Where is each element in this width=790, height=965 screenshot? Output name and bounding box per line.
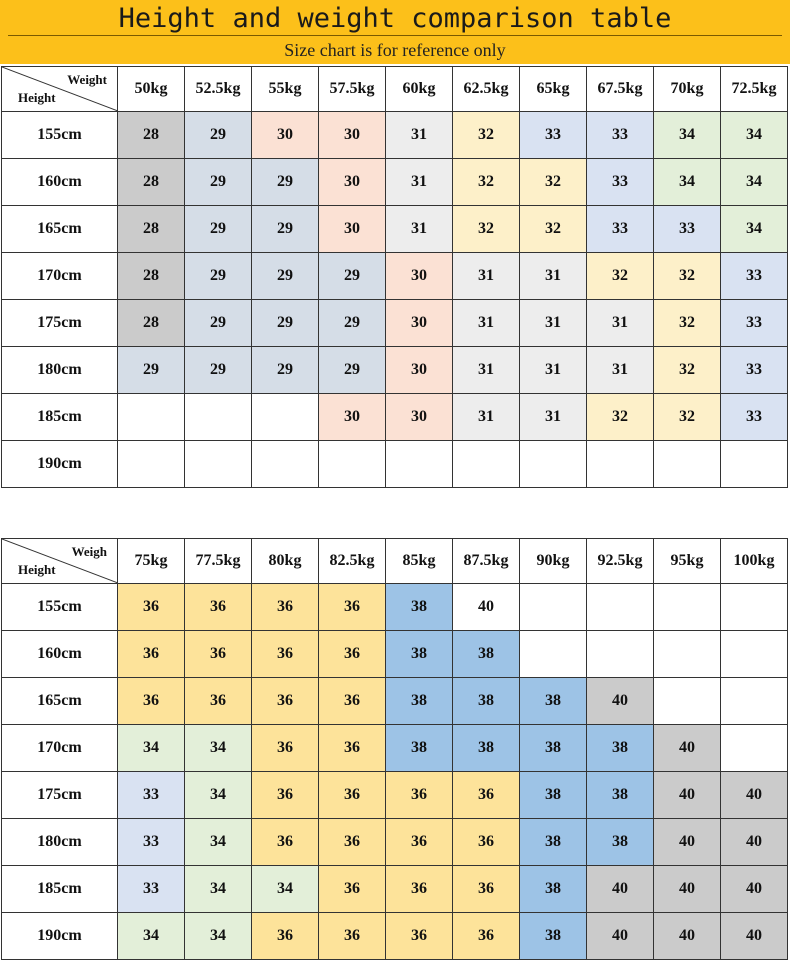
- size-cell: 36: [252, 772, 319, 819]
- size-cell: 36: [319, 678, 386, 725]
- size-cell: 31: [520, 253, 587, 300]
- size-cell: 40: [587, 866, 654, 913]
- size-cell: 30: [386, 394, 453, 441]
- size-cell: 36: [319, 631, 386, 678]
- size-cell: 36: [118, 631, 185, 678]
- weight-axis-label: Weight: [67, 72, 107, 87]
- size-cell: 36: [252, 631, 319, 678]
- table-row: [2, 678, 788, 725]
- size-cell: 34: [721, 159, 788, 206]
- size-cell: 36: [185, 631, 252, 678]
- size-cell: [587, 441, 654, 488]
- size-cell: 40: [721, 772, 788, 819]
- header-row: [2, 67, 788, 112]
- size-cell: 38: [587, 725, 654, 772]
- size-cell: 33: [587, 206, 654, 253]
- size-cell: 36: [319, 819, 386, 866]
- table-row: [2, 394, 788, 441]
- size-cell: [252, 441, 319, 488]
- header-row: [2, 539, 788, 584]
- size-table-2: [1, 538, 788, 960]
- size-cell: [654, 441, 721, 488]
- size-cell: 28: [118, 159, 185, 206]
- height-row-label: 165cm: [2, 206, 118, 253]
- size-cell: 38: [520, 725, 587, 772]
- height-row-label: 175cm: [2, 300, 118, 347]
- size-cell: 36: [185, 584, 252, 631]
- size-cell: [654, 678, 721, 725]
- size-cell: 38: [386, 584, 453, 631]
- size-cell: 36: [453, 866, 520, 913]
- size-cell: 29: [185, 112, 252, 159]
- size-cell: 32: [654, 253, 721, 300]
- size-cell: 36: [252, 584, 319, 631]
- height-row-label: 155cm: [2, 112, 118, 159]
- weight-column-header: 67.5kg: [587, 67, 654, 112]
- size-cell: 31: [386, 159, 453, 206]
- size-cell: [118, 441, 185, 488]
- weight-axis-label: Weigh: [71, 544, 107, 559]
- title-banner: [0, 0, 790, 64]
- size-cell: 40: [721, 819, 788, 866]
- size-cell: 38: [520, 866, 587, 913]
- size-cell: 40: [654, 772, 721, 819]
- size-cell: [520, 631, 587, 678]
- size-cell: 34: [118, 725, 185, 772]
- table-row: [2, 347, 788, 394]
- size-cell: 31: [386, 206, 453, 253]
- table-row: [2, 772, 788, 819]
- size-cell: [654, 584, 721, 631]
- size-table-1: [1, 66, 788, 488]
- size-cell: 33: [721, 253, 788, 300]
- size-cell: [587, 584, 654, 631]
- size-cell: 32: [453, 206, 520, 253]
- size-cell: [654, 631, 721, 678]
- size-cell: 40: [654, 866, 721, 913]
- size-cell: 36: [252, 913, 319, 960]
- size-cell: [721, 725, 788, 772]
- table-row: [2, 584, 788, 631]
- height-row-label: 190cm: [2, 913, 118, 960]
- size-cell: [721, 441, 788, 488]
- size-cell: [721, 678, 788, 725]
- size-cell: 36: [319, 584, 386, 631]
- size-cell: [587, 631, 654, 678]
- size-cell: [118, 394, 185, 441]
- size-cell: 32: [587, 394, 654, 441]
- size-cell: 32: [654, 300, 721, 347]
- size-cell: 34: [185, 772, 252, 819]
- size-cell: 34: [654, 159, 721, 206]
- weight-column-header: 80kg: [252, 539, 319, 584]
- size-cell: 40: [654, 913, 721, 960]
- size-cell: 36: [319, 913, 386, 960]
- weight-column-header: 62.5kg: [453, 67, 520, 112]
- size-cell: 34: [654, 112, 721, 159]
- weight-column-header: 95kg: [654, 539, 721, 584]
- size-cell: 29: [185, 347, 252, 394]
- size-cell: 38: [453, 631, 520, 678]
- size-cell: 34: [185, 866, 252, 913]
- size-cell: 31: [386, 112, 453, 159]
- size-cell: 36: [319, 772, 386, 819]
- size-cell: 29: [185, 253, 252, 300]
- size-cell: 32: [453, 159, 520, 206]
- size-cell: 38: [587, 819, 654, 866]
- weight-column-header: 100kg: [721, 539, 788, 584]
- table-row: [2, 725, 788, 772]
- size-cell: 33: [587, 112, 654, 159]
- size-cell: 28: [118, 112, 185, 159]
- size-cell: 31: [587, 347, 654, 394]
- height-row-label: 180cm: [2, 347, 118, 394]
- height-row-label: 165cm: [2, 678, 118, 725]
- weight-column-header: 77.5kg: [185, 539, 252, 584]
- size-cell: 33: [654, 206, 721, 253]
- size-cell: 31: [587, 300, 654, 347]
- size-cell: 36: [118, 678, 185, 725]
- size-cell: 33: [118, 866, 185, 913]
- size-cell: 36: [386, 819, 453, 866]
- size-cell: 31: [520, 300, 587, 347]
- size-cell: 40: [654, 725, 721, 772]
- size-cell: 36: [386, 913, 453, 960]
- size-cell: 30: [386, 253, 453, 300]
- height-row-label: 185cm: [2, 394, 118, 441]
- size-cell: 36: [185, 678, 252, 725]
- page-subtitle: Size chart is for reference only: [284, 40, 506, 60]
- size-cell: 36: [453, 913, 520, 960]
- weight-column-header: 90kg: [520, 539, 587, 584]
- size-cell: 31: [520, 394, 587, 441]
- size-cell: 30: [386, 300, 453, 347]
- page-title: Height and weight comparison table: [118, 3, 672, 34]
- size-cell: 38: [520, 772, 587, 819]
- size-cell: 28: [118, 300, 185, 347]
- weight-column-header: 50kg: [118, 67, 185, 112]
- weight-column-header: 82.5kg: [319, 539, 386, 584]
- size-cell: 32: [654, 394, 721, 441]
- weight-column-header: 57.5kg: [319, 67, 386, 112]
- size-cell: 33: [587, 159, 654, 206]
- table-row: [2, 206, 788, 253]
- size-cell: 29: [319, 347, 386, 394]
- table-row: [2, 913, 788, 960]
- size-cell: 34: [721, 112, 788, 159]
- height-row-label: 170cm: [2, 253, 118, 300]
- size-cell: 29: [185, 300, 252, 347]
- table-row: [2, 112, 788, 159]
- size-cell: [453, 441, 520, 488]
- weight-column-header: 60kg: [386, 67, 453, 112]
- size-cell: 36: [386, 866, 453, 913]
- size-cell: 31: [453, 300, 520, 347]
- size-cell: [721, 631, 788, 678]
- size-cell: 33: [721, 394, 788, 441]
- size-cell: 36: [386, 772, 453, 819]
- height-row-label: 180cm: [2, 819, 118, 866]
- table-row: [2, 300, 788, 347]
- table-row: [2, 253, 788, 300]
- size-cell: 36: [252, 725, 319, 772]
- weight-column-header: 85kg: [386, 539, 453, 584]
- size-cell: 30: [319, 206, 386, 253]
- height-row-label: 155cm: [2, 584, 118, 631]
- weight-column-header: 65kg: [520, 67, 587, 112]
- size-cell: 30: [319, 112, 386, 159]
- size-cell: 33: [721, 347, 788, 394]
- size-cell: 32: [520, 159, 587, 206]
- size-cell: [185, 441, 252, 488]
- height-row-label: 160cm: [2, 631, 118, 678]
- size-cell: 34: [185, 913, 252, 960]
- table-row: [2, 441, 788, 488]
- size-cell: 30: [319, 394, 386, 441]
- size-cell: 36: [453, 772, 520, 819]
- weight-column-header: 70kg: [654, 67, 721, 112]
- size-cell: [319, 441, 386, 488]
- weight-column-header: 72.5kg: [721, 67, 788, 112]
- size-cell: 29: [252, 300, 319, 347]
- size-cell: 28: [118, 253, 185, 300]
- height-row-label: 160cm: [2, 159, 118, 206]
- height-row-label: 190cm: [2, 441, 118, 488]
- size-cell: 29: [252, 206, 319, 253]
- weight-column-header: 52.5kg: [185, 67, 252, 112]
- size-cell: 34: [185, 819, 252, 866]
- size-cell: 38: [453, 678, 520, 725]
- size-cell: 40: [587, 678, 654, 725]
- height-row-label: 185cm: [2, 866, 118, 913]
- height-axis-label: Height: [18, 562, 56, 577]
- size-cell: 32: [453, 112, 520, 159]
- size-cell: 29: [252, 253, 319, 300]
- size-cell: 38: [453, 725, 520, 772]
- height-row-label: 170cm: [2, 725, 118, 772]
- size-cell: 36: [319, 866, 386, 913]
- size-cell: 38: [386, 678, 453, 725]
- size-cell: 29: [252, 159, 319, 206]
- table-row: [2, 159, 788, 206]
- size-cell: 36: [118, 584, 185, 631]
- size-cell: 36: [252, 819, 319, 866]
- weight-column-header: 87.5kg: [453, 539, 520, 584]
- weight-column-header: 75kg: [118, 539, 185, 584]
- size-cell: 29: [252, 347, 319, 394]
- table-row: [2, 819, 788, 866]
- size-cell: 31: [453, 253, 520, 300]
- size-cell: 29: [319, 253, 386, 300]
- size-cell: 34: [721, 206, 788, 253]
- size-cell: 40: [587, 913, 654, 960]
- size-cell: 38: [520, 913, 587, 960]
- weight-column-header: 92.5kg: [587, 539, 654, 584]
- size-cell: 29: [185, 206, 252, 253]
- size-cell: 40: [654, 819, 721, 866]
- size-cell: 29: [118, 347, 185, 394]
- size-cell: 32: [654, 347, 721, 394]
- size-cell: [252, 394, 319, 441]
- size-cell: 30: [386, 347, 453, 394]
- size-cell: 30: [252, 112, 319, 159]
- height-row-label: 175cm: [2, 772, 118, 819]
- size-cell: 40: [721, 866, 788, 913]
- size-cell: 33: [520, 112, 587, 159]
- size-cell: 38: [520, 819, 587, 866]
- size-cell: 34: [118, 913, 185, 960]
- size-cell: 40: [453, 584, 520, 631]
- corner-cell: [2, 539, 118, 584]
- size-cell: 34: [252, 866, 319, 913]
- size-cell: 34: [185, 725, 252, 772]
- size-cell: [721, 584, 788, 631]
- weight-column-header: 55kg: [252, 67, 319, 112]
- size-cell: [185, 394, 252, 441]
- size-cell: 31: [453, 394, 520, 441]
- size-cell: [386, 441, 453, 488]
- size-cell: 36: [252, 678, 319, 725]
- size-cell: 32: [587, 253, 654, 300]
- size-cell: 32: [520, 206, 587, 253]
- size-cell: 30: [319, 159, 386, 206]
- size-cell: 33: [721, 300, 788, 347]
- size-cell: 29: [185, 159, 252, 206]
- size-cell: 38: [386, 725, 453, 772]
- size-cell: 38: [587, 772, 654, 819]
- size-cell: [520, 441, 587, 488]
- size-cell: 31: [453, 347, 520, 394]
- size-cell: 36: [453, 819, 520, 866]
- size-cell: 38: [386, 631, 453, 678]
- table-row: [2, 631, 788, 678]
- size-cell: 33: [118, 819, 185, 866]
- corner-cell: [2, 67, 118, 112]
- size-cell: 38: [520, 678, 587, 725]
- size-cell: 36: [319, 725, 386, 772]
- size-cell: 28: [118, 206, 185, 253]
- size-cell: 31: [520, 347, 587, 394]
- size-cell: [520, 584, 587, 631]
- size-cell: 29: [319, 300, 386, 347]
- table-row: [2, 866, 788, 913]
- height-axis-label: Height: [18, 90, 56, 105]
- size-cell: 40: [721, 913, 788, 960]
- size-cell: 33: [118, 772, 185, 819]
